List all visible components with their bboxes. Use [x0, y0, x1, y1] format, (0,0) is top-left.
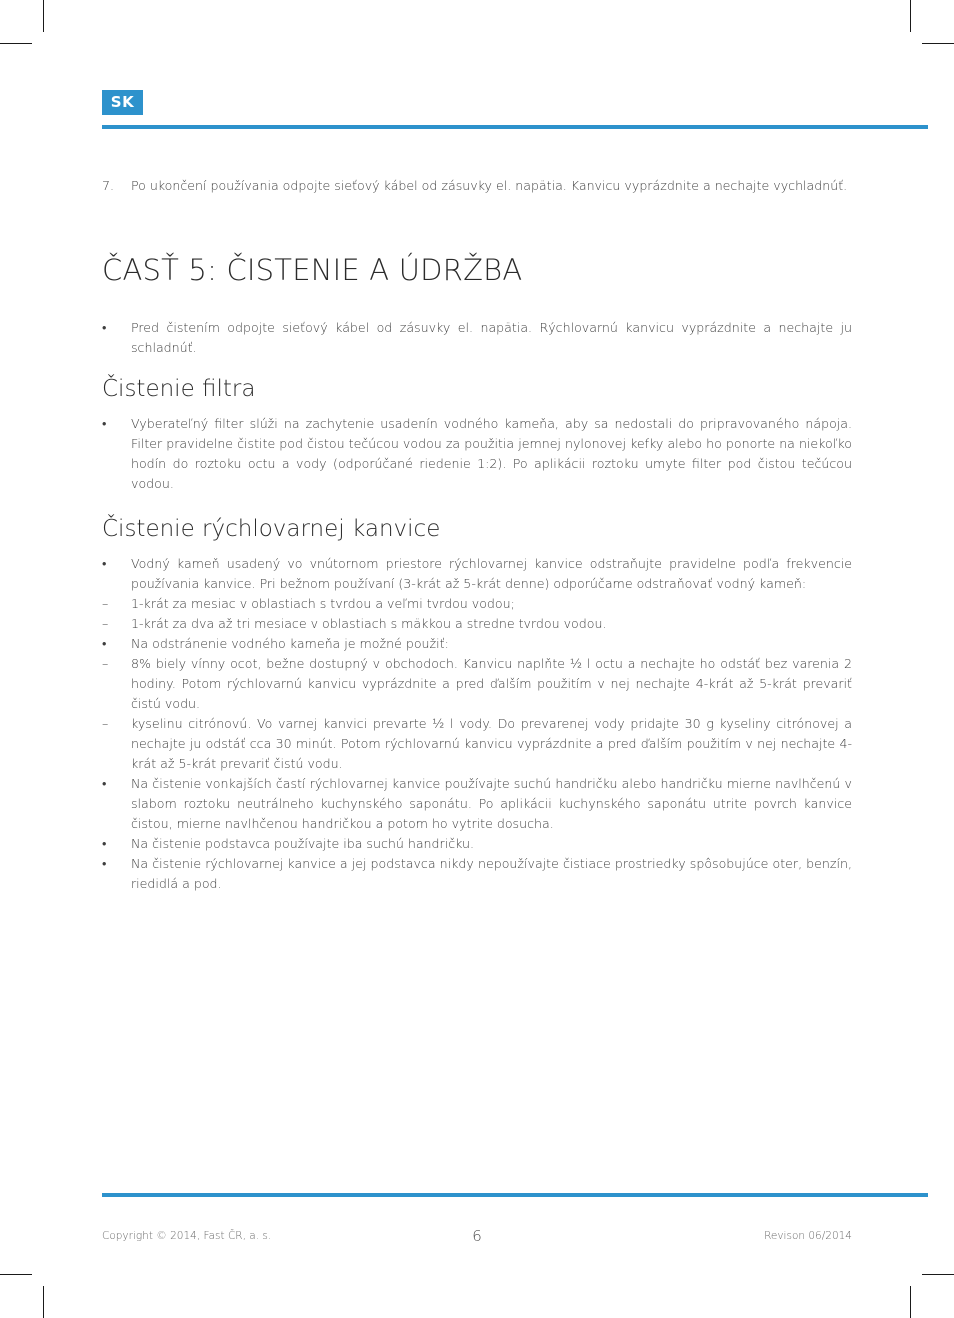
list-marker: • [102, 556, 107, 571]
list-item-text: Vodný kameň usadený vo vnútornom priestore rýchlovarnej kanvice odstraňujte pravidelne podľa frekvencie používania kanvice. Pri bežnom používaní (3-krát až 5-krát denne) odporúčame odstraňovať vodný kameň: [131, 556, 852, 591]
kettle-list [102, 554, 852, 894]
crop-mark [0, 43, 32, 44]
list-item [102, 414, 852, 494]
list-marker: • [102, 776, 107, 791]
list-marker: • [102, 416, 107, 431]
footer-divider [102, 1193, 928, 1197]
list-item [102, 774, 852, 834]
list-marker: • [102, 856, 107, 871]
crop-mark [910, 0, 911, 32]
page-footer [102, 1227, 852, 1247]
crop-mark [43, 1286, 44, 1318]
list-item-text: Na čistenie podstavca používajte iba suchú handričku. [131, 836, 475, 851]
subsection-title-kettle: Čistenie rýchlovarnej kanvice [102, 516, 441, 542]
list-item-text: kyselinu citrónovú. Vo varnej kanvici prevarte ½ l vody. Do prevarenej vody pridajte 30 g kyseliny citrónovej a nechajte ju odstáť cca 30 minút. Potom rýchlovarnú kanvicu vyprázdnite a pred ďalším použitím v nej nechajte 4-krát až 5-krát prevariť čistú vodu. [131, 716, 852, 771]
list-item [102, 654, 852, 714]
list-item-text: 1-krát za dva až tri mesiace v oblastiach s mäkkou a stredne tvrdou vodou. [131, 616, 607, 631]
revision-text: Revison 06/2014 [764, 1230, 852, 1242]
list-item-text: Po ukončení používania odpojte sieťový kábel od zásuvky el. napätia. Kanvicu vyprázdnite a nechajte vychladnúť. [131, 178, 848, 193]
list-marker: • [102, 636, 107, 651]
list-item [102, 834, 852, 854]
list-item-text: Na odstránenie vodného kameňa je možné použiť: [131, 636, 449, 651]
list-marker: • [102, 836, 107, 851]
list-marker: – [102, 716, 109, 731]
list-item [102, 634, 852, 654]
list-item-text: Vyberateľný filter slúži na zachytenie usadenín vodného kameňa, aby sa nedostali do pripravovaného nápoja. Filter pravidelne čistite pod čistou tečúcou vodou za použitia jemnej nylonovej kefky alebo ho ponorte na niekoľko hodín do roztoku octu a vody (odporúčané riedenie 1:2). Po aplikácii roztoku umyte filter pod čistou tečúcou vodou. [131, 416, 852, 491]
list-item [102, 176, 852, 196]
list-marker: • [102, 320, 107, 335]
language-badge: SK [102, 90, 143, 115]
list-item-text: Na čistenie vonkajších častí rýchlovarnej kanvice používajte suchú handričku alebo handričku mierne navlhčenú v slabom roztoku neutrálneho kuchynského saponátu. Po aplikácii kuchynského saponátu utrite povrch kanvice čistou, mierne navlhčenou handričkou a potom ho vytrite dosucha. [131, 776, 852, 831]
intro-list [102, 318, 852, 358]
list-item [102, 318, 852, 358]
list-item-text: 1-krát za mesiac v oblastiach s tvrdou a veľmi tvrdou vodou; [131, 596, 515, 611]
page-content [102, 176, 852, 914]
list-item-text: Pred čistením odpojte sieťový kábel od zásuvky el. napätia. Rýchlovarnú kanvicu vyprázdnite a nechajte ju schladnúť. [131, 320, 852, 355]
list-item [102, 594, 852, 614]
list-marker: – [102, 656, 109, 671]
header-divider [102, 125, 928, 129]
page-number: 6 [472, 1227, 482, 1245]
list-item-text: Na čistenie rýchlovarnej kanvice a jej podstavca nikdy nepoužívajte čistiace prostriedky spôsobujúce oter, benzín, riedidlá a pod. [131, 856, 852, 891]
list-item-text: 8% biely vínny ocot, bežne dostupný v obchodoch. Kanvicu naplňte ½ l octu a nechajte ho odstáť bez varenia 2 hodiny. Potom rýchlovarnú kanvicu vyprázdnite a pred ďalším použitím v nej nechajte 4-krát až 5-krát prevariť čistú vodu. [131, 656, 852, 711]
crop-mark [0, 1274, 32, 1275]
filter-list [102, 414, 852, 494]
list-marker: – [102, 596, 109, 611]
list-item [102, 714, 852, 774]
list-marker: 7. [102, 178, 115, 193]
copyright-text: Copyright © 2014, Fast ČR, a. s. [102, 1230, 272, 1242]
crop-mark [910, 1286, 911, 1318]
list-item [102, 854, 852, 894]
list-item [102, 554, 852, 594]
list-marker: – [102, 616, 109, 631]
crop-mark [43, 0, 44, 32]
crop-mark [922, 43, 954, 44]
list-item [102, 614, 852, 634]
subsection-title-filter: Čistenie filtra [102, 376, 256, 402]
crop-mark [922, 1274, 954, 1275]
section-title: ČASŤ 5: ČISTENIE A ÚDRŽBA [102, 253, 523, 287]
